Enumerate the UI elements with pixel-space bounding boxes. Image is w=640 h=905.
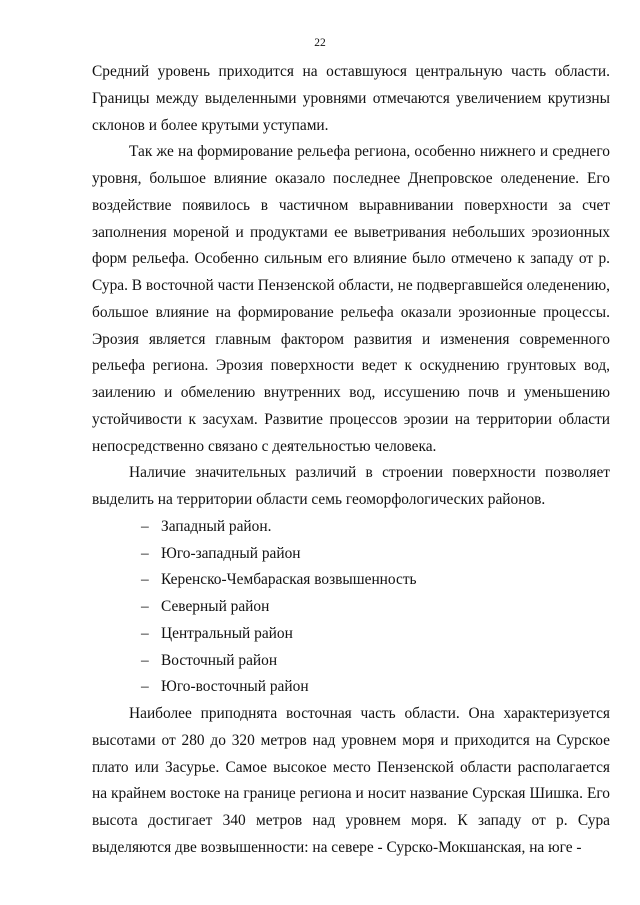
list-item — [92, 621, 610, 648]
region-eastern: Восточный район — [161, 651, 278, 669]
paragraph-eastern-part: Наиболее приподнята восточная часть области. Она характеризуется высотами от 280 до 320 метров над уровнем моря и приходится на Сурское плато или Засурье. Самое высокое место Пензенской области располагается на крайнем востоке на границе региона и носит название Сурская Шишка. Его высота достигает 340 метров над уровнем моря. К западу от р. Сура выделяются две возвышенности: на севере - Сурско-Мокшанская, на юге - — [92, 705, 610, 856]
list-dash: – — [141, 678, 149, 696]
paragraph-geomorphological-regions: Наличие значительных различий в строении поверхности позволяет выделить на территории области семь геоморфологических районов. — [92, 464, 610, 508]
list-dash: – — [141, 598, 149, 615]
page-number: 22 — [314, 37, 326, 49]
list-item — [92, 541, 610, 568]
region-southeastern: Юго-восточный район — [161, 678, 309, 696]
list-item — [92, 594, 610, 621]
list-item — [92, 648, 610, 675]
body-text — [92, 59, 610, 862]
list-dash: – — [141, 544, 149, 562]
list-item — [92, 567, 610, 594]
list-item — [92, 514, 610, 541]
list-item — [92, 674, 610, 701]
list-dash: – — [141, 624, 149, 642]
region-southwestern: Юго-западный район — [161, 544, 301, 562]
paragraph-middle-level: Средний уровень приходится на оставшуюся центральную часть области. Границы между выделенными уровнями отмечаются увеличением крутизны склонов и более крутыми уступами. — [92, 63, 610, 134]
regions-list — [92, 514, 610, 701]
region-central: Центральный район — [161, 624, 293, 642]
region-northern: Северный район — [161, 598, 270, 615]
paragraph-glaciation-erosion: Так же на формирование рельефа региона, особенно нижнего и среднего уровня, большое влияние оказало последнее Днепровское оледенение. Его воздействие появилось в частичном выравнивании поверхности за счет заполнения мореной и продуктами ее выветривания небольших эрозионных форм рельефа. Особенно сильным его влияние было отмечено к западу от р. Сура. В восточной части Пензенской области, не подвергавшейся оледенению, большое влияние на формирование рельефа оказали эрозионные процессы. Эрозия является главным фактором развития и изменения современного рельефа региона. Эрозия поверхности ведет к оскуднению грунтовых вод, заилению и обмелению внутренних вод, иссушению почв и уменьшению устойчивости к засухам. Развитие процессов эрозии на территории области непосредственно связано с деятельностью человека. — [92, 143, 610, 455]
region-kerensko-chembar-upland: Керенско-Чембараская возвышенность — [161, 571, 417, 589]
list-dash: – — [141, 517, 149, 535]
list-dash: – — [141, 651, 149, 669]
list-dash: – — [141, 571, 149, 589]
region-western: Западный район. — [161, 517, 272, 535]
